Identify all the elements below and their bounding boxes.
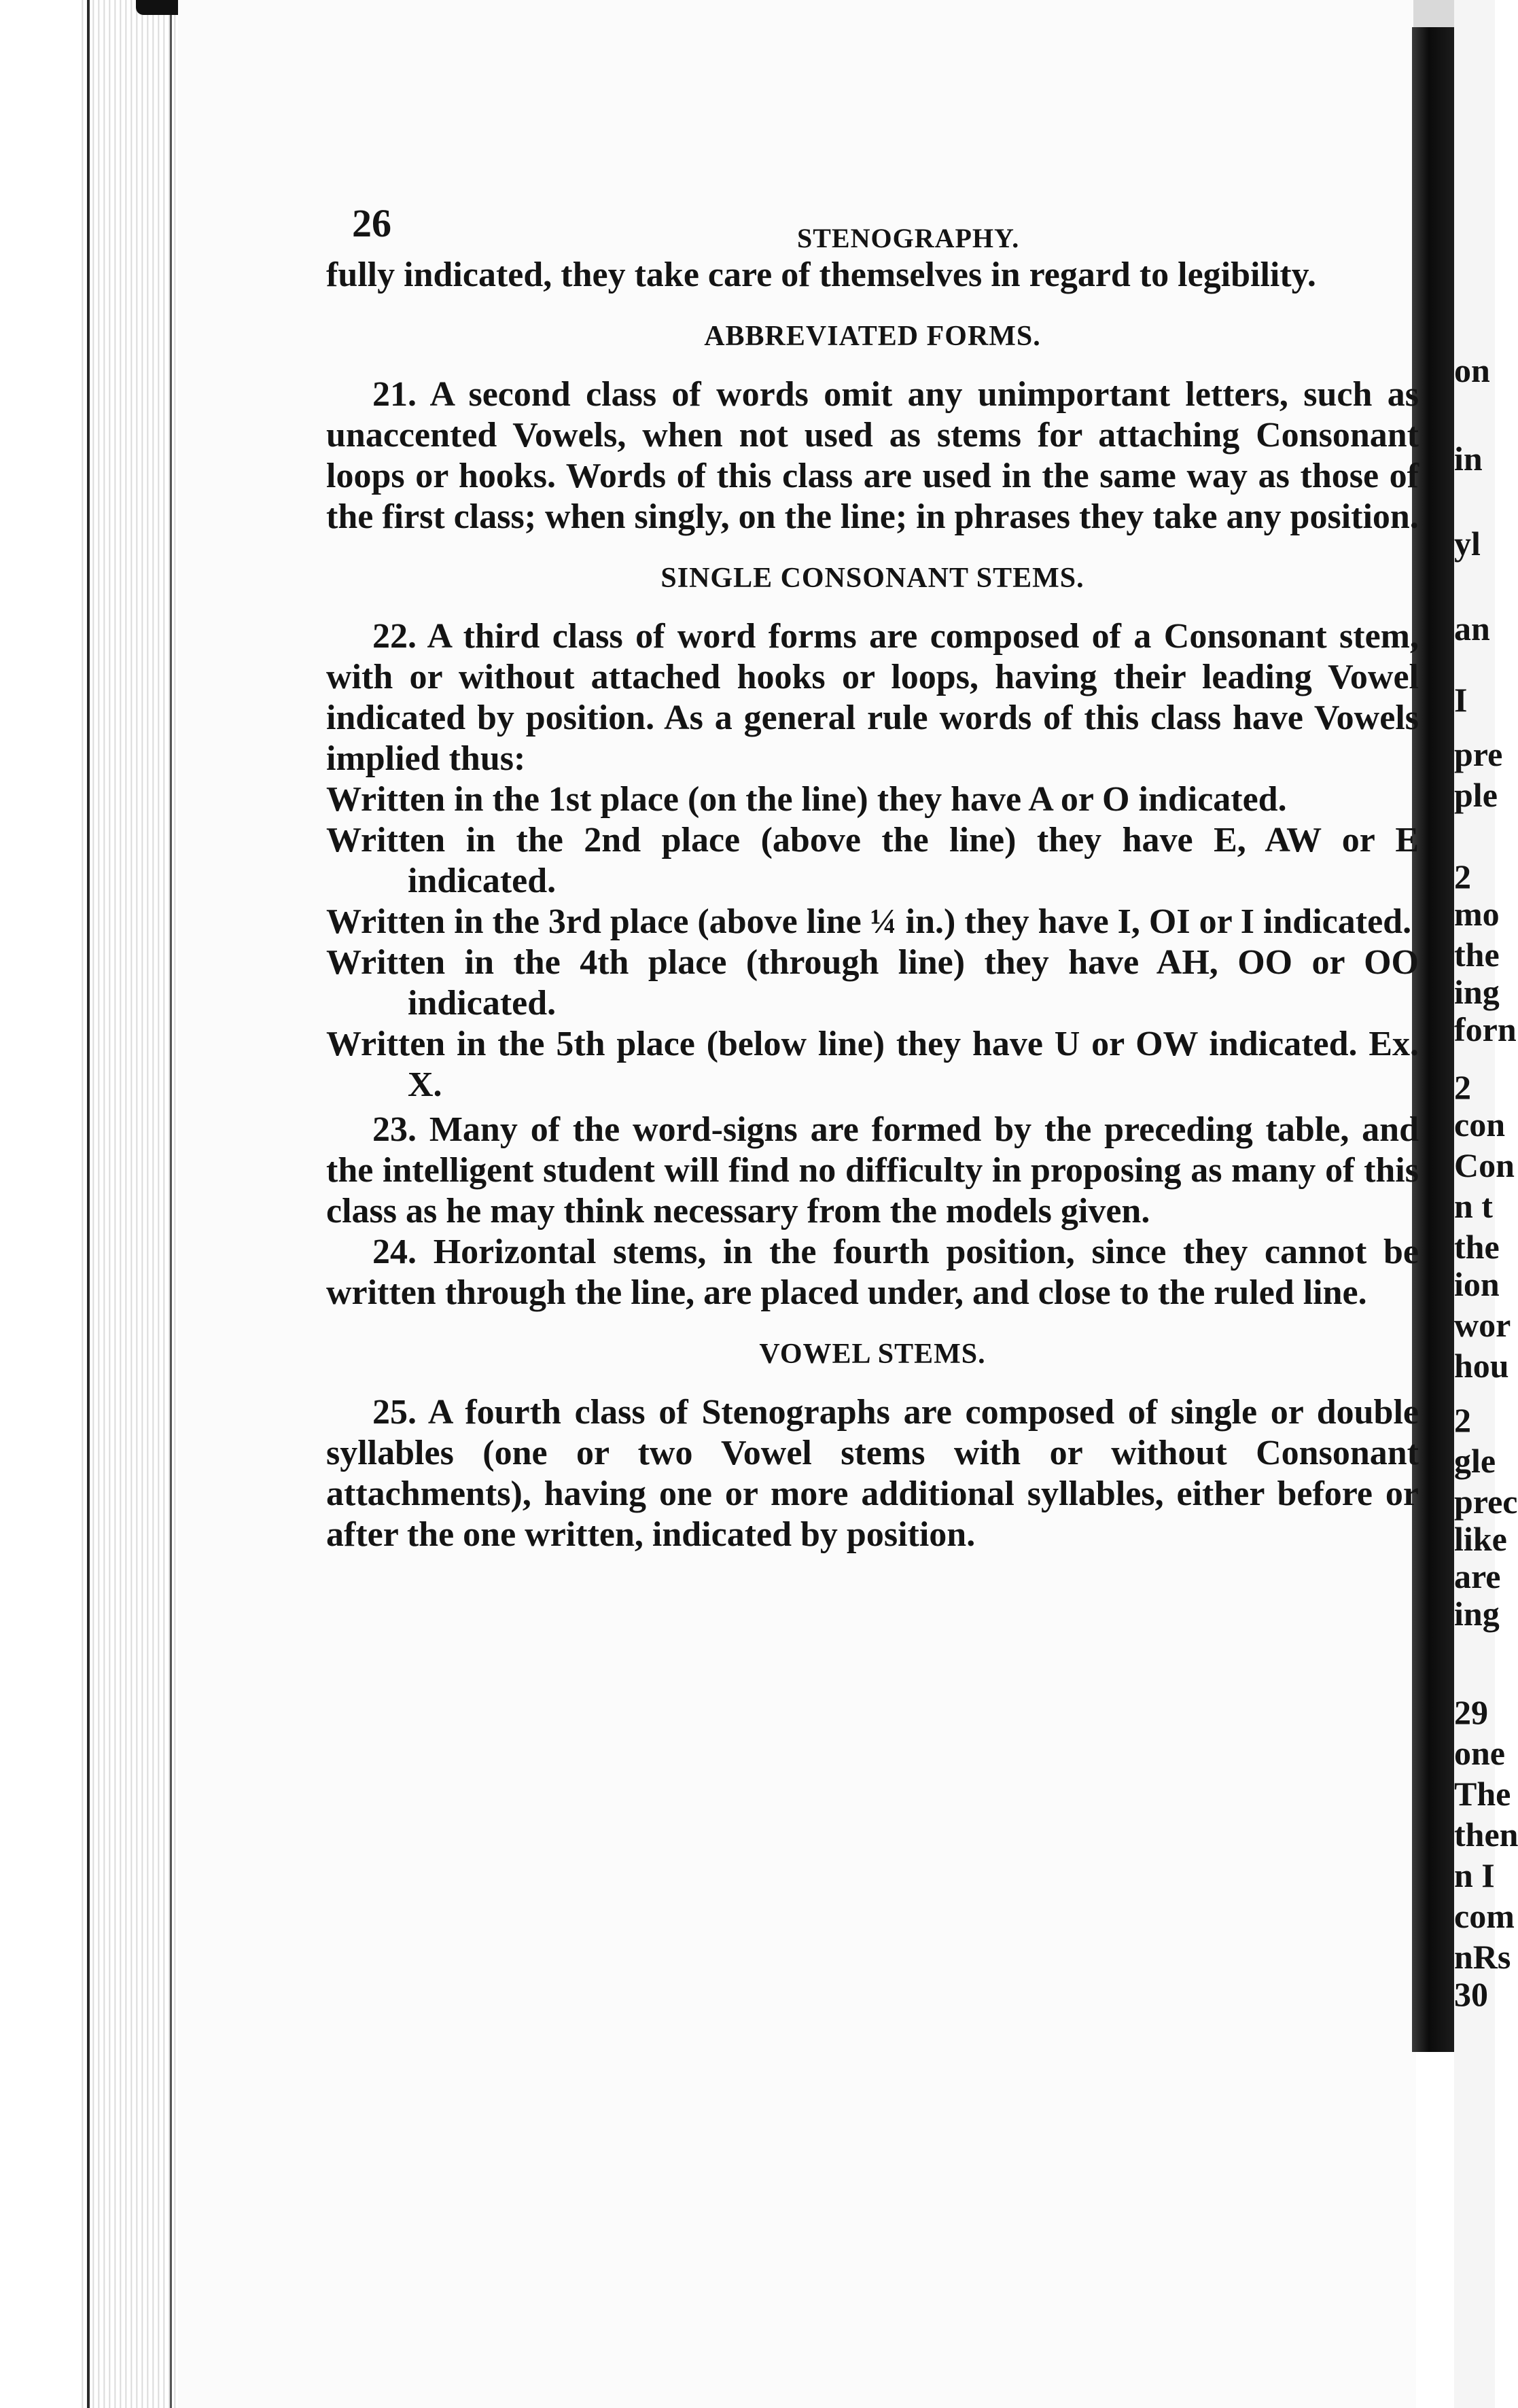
facing-page-fragment: ing [1454, 1595, 1500, 1633]
facing-page-fragment: Con [1454, 1146, 1515, 1184]
facing-page-fragment: ion [1454, 1265, 1500, 1303]
paragraph-22: 22. A third class of word forms are composed of a Consonant stem, with or without attached hooks or loops, having their leading Vowel indicated by position. As a general rule words of this class have Vowels implied thus: [326, 617, 1419, 778]
facing-page-fragment: ing [1454, 973, 1500, 1011]
paragraph-24: 24. Horizontal stems, in the fourth position, since they cannot be written through the line, are placed under, and close to the ruled line. [326, 1233, 1419, 1312]
facing-page-fragment: are [1454, 1557, 1501, 1595]
facing-page-fragment: the [1454, 1228, 1500, 1266]
facing-page-fragment: on [1454, 351, 1490, 389]
facing-page-fragment: then [1454, 1816, 1518, 1854]
facing-page-fragment: n I [1454, 1856, 1495, 1894]
facing-page-fragment: yl [1454, 525, 1481, 563]
facing-page-fragment: 2 [1454, 1401, 1471, 1439]
facing-page-fragment: 2 [1454, 857, 1471, 896]
page-content [326, 200, 1419, 2035]
rule-item: Written in the 3rd place (above line ¼ in.) they have I, OI or I indicated. [326, 902, 1412, 941]
facing-page-fragment: an [1454, 609, 1490, 648]
paragraph-23: 23. Many of the word-signs are formed by the preceding table, and the intelligent student will find no difficulty in proposing as many of this class as he may think necessary from the models given. [326, 1110, 1419, 1230]
facing-page-fragment: wor [1454, 1306, 1511, 1344]
facing-page-fragment: The [1454, 1775, 1511, 1813]
facing-page-fragment: in [1454, 440, 1483, 478]
body-text [326, 255, 1419, 1555]
facing-page-fragment: mo [1454, 895, 1500, 933]
page-edges [78, 0, 177, 2408]
facing-page-fragment: com [1454, 1897, 1515, 1935]
facing-page-fragment: pre [1454, 735, 1503, 773]
facing-page-fragment: like [1454, 1520, 1507, 1558]
section-heading-vowel-stems: VOWEL STEMS. [759, 1339, 986, 1370]
facing-page-fragment: 29 [1454, 1693, 1488, 1731]
facing-page-fragment: ple [1454, 776, 1498, 814]
rule-item: Written in the 4th place (through line) they have AH, OO or OO indicated. [326, 943, 1419, 1023]
facing-page-fragment: hou [1454, 1347, 1509, 1385]
edge-line [87, 0, 90, 2408]
continuation-paragraph: fully indicated, they take care of themselves in regard to legibility. [326, 255, 1316, 294]
rule-item: Written in the 2nd place (above the line) they have E, AW or E indicated. [326, 821, 1419, 900]
facing-page-fragment: n t [1454, 1187, 1493, 1225]
section-heading-single-consonant: SINGLE CONSONANT STEMS. [660, 563, 1084, 594]
facing-page-fragment: nRs [1454, 1938, 1511, 1976]
paragraph-21: 21. A second class of words omit any unimportant letters, such as unaccented Vowels, when not used as stems for attaching Consonant loops or hooks. Words of this class are used in the same way as those of the first class; when singly, on the line; in phrases they take any position. [326, 375, 1419, 536]
rule-item: Written in the 1st place (on the line) they have A or O indicated. [326, 780, 1287, 819]
section-heading-abbreviated: ABBREVIATED FORMS. [704, 321, 1041, 352]
facing-page-fragment: prec [1454, 1483, 1518, 1521]
facing-page-fragment: the [1454, 936, 1500, 974]
page-header [326, 200, 1419, 255]
page-number: 26 [352, 201, 391, 245]
facing-page-fragment: 2 [1454, 1068, 1471, 1106]
rule-item: Written in the 5th place (below line) they have U or OW indicated. Ex. X. [326, 1025, 1419, 1104]
facing-page-fragment: forn [1454, 1010, 1517, 1048]
vowel-position-rules [326, 779, 1419, 1105]
facing-page-fragment: gle [1454, 1442, 1496, 1480]
facing-page-fragment: one [1454, 1734, 1505, 1772]
facing-page-strip [1454, 0, 1518, 2408]
facing-page-fragment: 30 [1454, 1975, 1488, 2013]
running-head: STENOGRAPHY. [797, 223, 1020, 253]
facing-page-fragment: con [1454, 1105, 1505, 1144]
edge-line [170, 0, 172, 2408]
paragraph-25: 25. A fourth class of Stenographs are composed of single or double syllables (one or two Vowel stems with or without Consonant attachments), having one or more additional syllables, either before or after the one written, indicated by position. [326, 1393, 1419, 1554]
facing-page-fragment: I [1454, 681, 1468, 719]
